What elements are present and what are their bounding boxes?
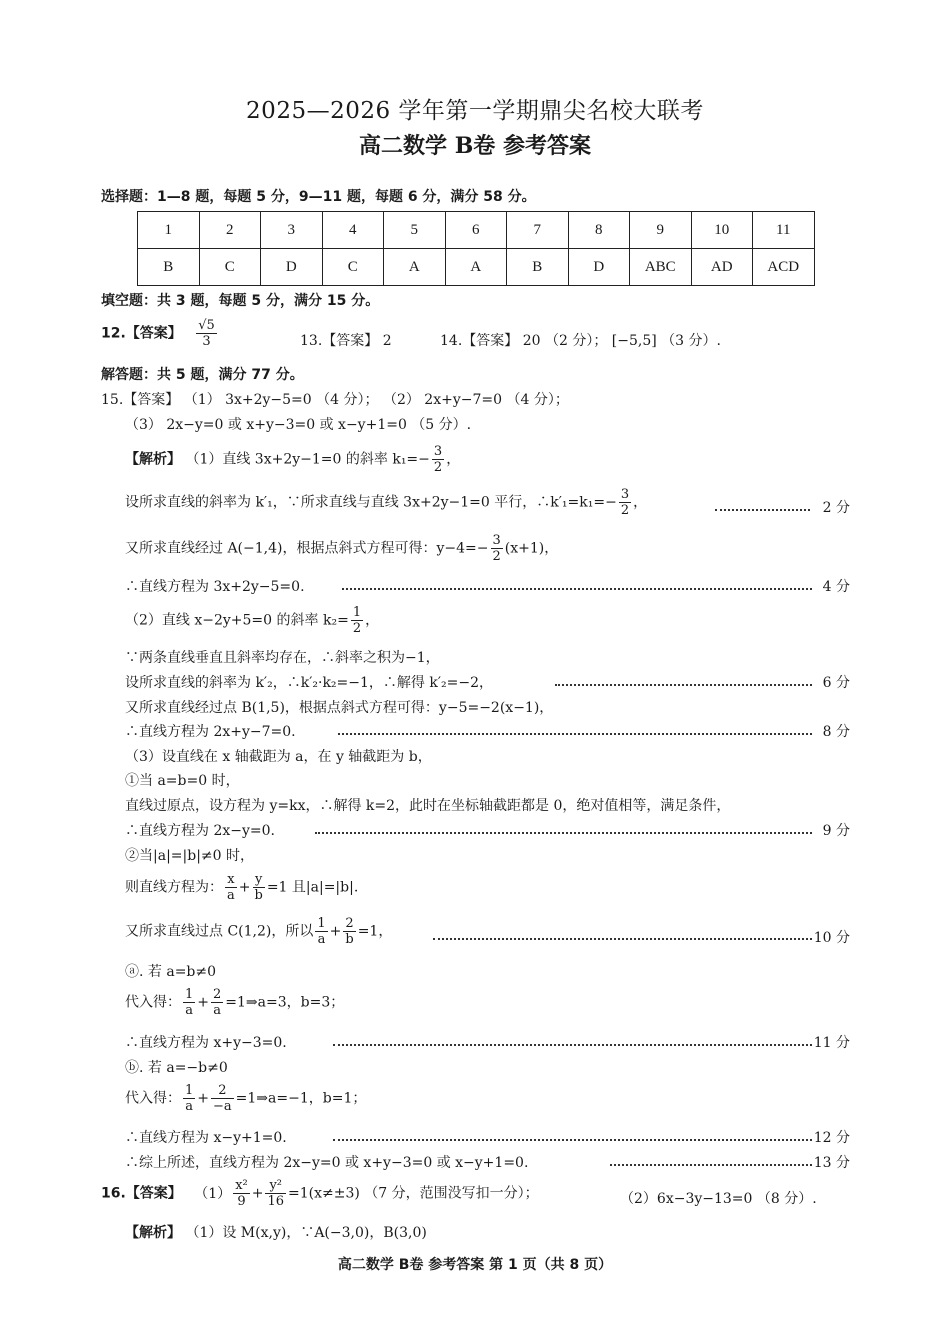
q12-fraction <box>196 318 217 349</box>
fraction <box>211 1083 234 1114</box>
numerator: x <box>225 872 237 888</box>
text: =1 且|a|=|b|. <box>266 879 359 896</box>
choice-answer: ABC <box>630 249 692 286</box>
text: (x+1)， <box>504 540 559 557</box>
q15-analysis-line3 <box>125 533 558 564</box>
denominator: a <box>185 1003 194 1018</box>
text: ， <box>365 612 380 629</box>
q15-analysis-line1: 【解析】 （1）直线 3x+2y−1=0 的斜率 k₁=− $\frac{3}{2}$ ， <box>125 444 461 475</box>
denominator: a <box>317 932 326 947</box>
denominator: 2 <box>620 503 630 518</box>
q15-analysis-line20: ⓑ. 若 a=−b≠0 <box>125 1060 228 1076</box>
exam-title: 2025—2026 学年第一学期鼎尖名校大联考 <box>246 98 704 124</box>
fraction <box>351 605 363 636</box>
text: =1⇒a=3，b=3； <box>225 994 345 1011</box>
score-mark: 8 分 <box>822 724 850 740</box>
dot-leader <box>555 684 812 686</box>
text: ， <box>633 494 648 511</box>
text: + <box>251 1185 264 1202</box>
text: （2）直线 x−2y+5=0 的斜率 k₂= <box>125 612 349 629</box>
analysis-tag: 【解析】 <box>125 451 181 468</box>
denominator: b <box>345 932 354 947</box>
text: 则直线方程为： <box>125 879 223 896</box>
text: =1(x≠±3) （7 分，范围没写扣一分）； <box>288 1185 539 1202</box>
q16-answer <box>101 1178 539 1209</box>
numerator: x² <box>235 1178 248 1193</box>
q15-analysis-line6: ∵两条直线垂直且斜率均存在，∴斜率之积为−1， <box>125 650 440 666</box>
choice-answer: C <box>199 249 261 286</box>
score-mark: 11 分 <box>813 1035 850 1051</box>
choice-answer: D <box>261 249 323 286</box>
numerator: y <box>253 872 265 888</box>
numerator: 1 <box>185 987 194 1002</box>
choice-heading: 选择题：1—8 题，每题 5 分，9—11 题，每题 6 分，满分 58 分。 <box>101 189 536 205</box>
choice-answer: C <box>322 249 384 286</box>
text: + <box>238 879 251 896</box>
q15-analysis-line13: ∴直线方程为 2x−y=0. <box>125 823 275 839</box>
question-number: 3 <box>261 212 323 249</box>
denominator: 2 <box>352 621 362 636</box>
q15-analysis-line2 <box>125 487 647 518</box>
text: 代入得： <box>125 1090 181 1107</box>
score-mark: 9 分 <box>822 823 850 839</box>
text: （1） <box>194 1185 232 1202</box>
text: + <box>197 1090 210 1107</box>
score-mark: 13 分 <box>813 1155 850 1171</box>
q15-analysis-line12: 直线过原点，设方程为 y=kx，∴解得 k=2，此时在坐标轴截距都是 0，绝对值相等，满足条件， <box>125 798 731 814</box>
choice-answer: D <box>568 249 630 286</box>
question-number: 8 <box>568 212 630 249</box>
q15-analysis-line9: ∴直线方程为 2x+y−7=0. <box>125 724 296 740</box>
denominator: −a <box>213 1099 232 1114</box>
dot-leader <box>333 1044 812 1046</box>
numerator: 3 <box>492 533 501 548</box>
fraction <box>315 916 327 947</box>
dot-leader <box>338 733 812 735</box>
page-footer: 高二数学 B卷 参考答案 第 1 页（共 8 页） <box>337 1257 613 1273</box>
q15-analysis-line23: ∴综上所述，直线方程为 2x−y=0 或 x+y−3=0 或 x−y+1=0. <box>125 1155 529 1171</box>
q15-analysis-line21 <box>125 1083 366 1114</box>
fraction <box>265 1178 286 1209</box>
numerator: 2 <box>211 1083 234 1099</box>
score-mark: 4 分 <box>822 579 850 595</box>
fraction <box>233 1178 250 1209</box>
q15-analysis-line10: （3）设直线在 x 轴截距为 a，在 y 轴截距为 b， <box>125 749 432 765</box>
question-number: 6 <box>445 212 507 249</box>
question-number: 1 <box>138 212 200 249</box>
choice-answer: B <box>138 249 200 286</box>
denominator: b <box>254 888 263 903</box>
text: 又所求直线经过 A(−1,4)，根据点斜式方程可得：y−4=− <box>125 540 489 557</box>
fraction <box>343 916 355 947</box>
q16-answer-part2: （2）6x−3y−13=0 （8 分）. <box>620 1191 817 1207</box>
question-number: 9 <box>630 212 692 249</box>
text: + <box>197 994 210 1011</box>
dot-leader <box>342 588 812 590</box>
text: =1⇒a=−1，b=1； <box>235 1090 367 1107</box>
question-number: 11 <box>753 212 815 249</box>
numerator: 3 <box>433 444 443 459</box>
choice-answer: ACD <box>753 249 815 286</box>
q15-analysis-line19: ∴直线方程为 x+y−3=0. <box>125 1035 287 1051</box>
numerator: 1 <box>185 1083 194 1098</box>
dot-leader <box>315 832 812 834</box>
answer-table-answer-row <box>138 249 815 286</box>
fraction <box>225 872 237 903</box>
text: 设所求直线的斜率为 k′₁，∵所求直线与直线 3x+2y−1=0 平行，∴k′₁=k₁=− <box>125 494 617 511</box>
q15-analysis-line16 <box>125 916 392 947</box>
q13-answer: 13.【答案】 2 <box>300 333 392 349</box>
numerator: y² <box>265 1178 286 1194</box>
dot-leader <box>433 938 812 940</box>
document-subtitle: 高二数学 B卷 参考答案 <box>359 133 591 159</box>
text: 代入得： <box>125 994 181 1011</box>
text: （1）直线 3x+2y−1=0 的斜率 k₁=− <box>185 451 430 468</box>
denominator: a <box>213 1003 222 1018</box>
fraction <box>211 987 223 1018</box>
denominator: a <box>185 1099 194 1114</box>
q15-answer-line1: 15.【答案】 （1） 3x+2y−5=0 （4 分）； （2） 2x+y−7=0 （4 分）； <box>101 392 569 408</box>
solve-heading: 解答题：共 5 题，满分 77 分。 <box>101 367 304 383</box>
question-number: 2 <box>199 212 261 249</box>
fraction <box>183 1083 195 1114</box>
denominator: 16 <box>267 1194 285 1209</box>
q12-denominator: 3 <box>202 334 211 349</box>
fraction <box>183 987 195 1018</box>
score-mark: 6 分 <box>822 675 850 691</box>
q14-answer: 14.【答案】 20 （2 分）； [−5,5] （3 分）. <box>440 333 721 349</box>
q15-answer-line2: （3） 2x−y=0 或 x+y−3=0 或 x−y+1=0 （5 分）. <box>125 417 472 433</box>
question-number: 7 <box>507 212 569 249</box>
q15-analysis-line5 <box>125 605 379 636</box>
q15-analysis-line7: 设所求直线的斜率为 k′₂，∴k′₂·k₂=−1，∴解得 k′₂=−2， <box>125 675 494 691</box>
choice-answer: A <box>445 249 507 286</box>
dot-leader <box>333 1139 812 1141</box>
q15-analysis-line11: ①当 a=b=0 时， <box>125 773 240 789</box>
numerator: 1 <box>317 916 326 931</box>
fraction <box>491 533 503 564</box>
numerator: 3 <box>620 487 630 502</box>
question-number: 10 <box>691 212 753 249</box>
score-mark: 2 分 <box>822 500 850 516</box>
text: =1， <box>357 923 393 940</box>
score-mark: 12 分 <box>813 1130 850 1146</box>
q15-analysis-line22: ∴直线方程为 x−y+1=0. <box>125 1130 287 1146</box>
numerator: 2 <box>213 987 222 1002</box>
q12-answer <box>101 318 219 349</box>
text: 又所求直线过点 C(1,2)，所以 <box>125 923 314 940</box>
denominator: 2 <box>433 460 443 475</box>
fraction <box>253 872 265 903</box>
numerator: 1 <box>352 605 362 620</box>
q15-analysis-line8: 又所求直线经过点 B(1,5)，根据点斜式方程可得：y−5=−2(x−1)， <box>125 700 554 716</box>
fraction <box>432 444 444 475</box>
score-mark: 10 分 <box>813 930 850 946</box>
fill-heading: 填空题：共 3 题，每题 5 分，满分 15 分。 <box>101 293 380 309</box>
q15-analysis-line14: ②当|a|=|b|≠0 时， <box>125 848 254 864</box>
q12-numerator: √5 <box>198 318 215 333</box>
choice-answer: AD <box>691 249 753 286</box>
q15-analysis-line15 <box>125 872 358 903</box>
denominator: 9 <box>237 1194 246 1209</box>
denominator: 2 <box>492 549 501 564</box>
choice-answer: B <box>507 249 569 286</box>
q15-analysis-line18 <box>125 987 344 1018</box>
numerator: 2 <box>343 916 355 932</box>
text: （1）设 M(x,y)，∵A(−3,0)，B(3,0) <box>185 1225 427 1241</box>
analysis-tag: 【解析】 <box>125 1225 181 1241</box>
answer-table-number-row <box>138 212 815 249</box>
text: + <box>329 923 342 940</box>
choice-answer: A <box>384 249 446 286</box>
q15-analysis-line17: ⓐ. 若 a=b≠0 <box>125 964 217 980</box>
q12-tag: 12.【答案】 <box>101 325 182 342</box>
dot-leader <box>715 509 810 511</box>
q16-tag: 16.【答案】 <box>101 1185 182 1202</box>
dot-leader <box>610 1164 812 1166</box>
question-number: 4 <box>322 212 384 249</box>
q16-analysis-line1 <box>125 1222 427 1242</box>
denominator: a <box>227 888 235 903</box>
question-number: 5 <box>384 212 446 249</box>
q15-analysis-line4: ∴直线方程为 3x+2y−5=0. <box>125 579 305 595</box>
answer-table <box>137 211 815 286</box>
fraction <box>619 487 631 518</box>
